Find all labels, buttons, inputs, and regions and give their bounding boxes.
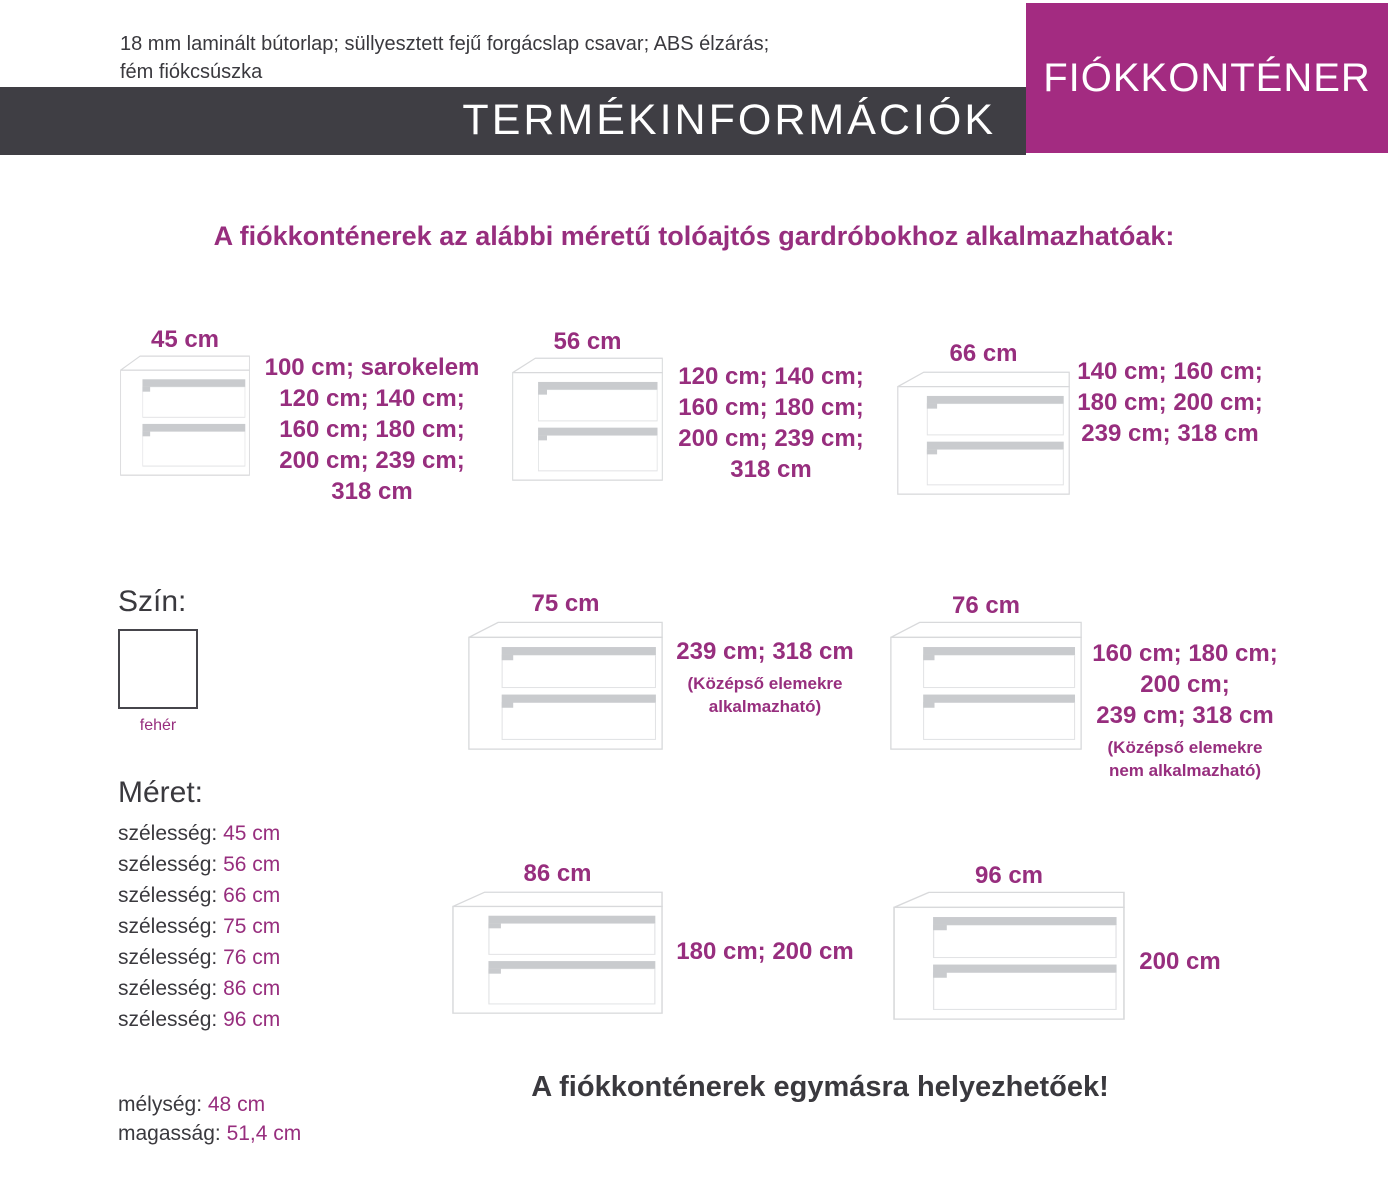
materials-note-line1: 18 mm laminált bútorlap; süllyesztett fejű forgácslap csavar; ABS élzárás; <box>120 33 770 55</box>
compatible-size-line: 200 cm; <box>1140 671 1230 698</box>
depth-height-specs <box>118 1090 301 1148</box>
height-label: magasság: <box>118 1122 221 1145</box>
width-spec-line <box>118 849 280 880</box>
section-title: TERMÉKINFORMÁCIÓK <box>462 96 996 144</box>
width-label: szélesség: <box>118 915 224 938</box>
size-heading: Méret: <box>118 776 204 809</box>
width-label: szélesség: <box>118 946 224 969</box>
compatible-size-line: 200 cm; 239 cm; <box>678 425 864 452</box>
width-value: 66 cm <box>223 884 281 907</box>
cabinet-width-label: 66 cm <box>949 340 1018 367</box>
materials-note <box>120 30 1000 86</box>
compatible-sizes <box>257 352 487 507</box>
drawer-cabinet-illustration <box>468 618 663 750</box>
drawer-cabinet-illustration <box>890 618 1082 750</box>
drawer-cabinet-illustration <box>512 354 663 481</box>
cabinet-width-label: 75 cm <box>531 590 600 617</box>
width-label: szélesség: <box>118 977 224 1000</box>
compatible-size-line: 120 cm; 140 cm; <box>279 385 465 412</box>
compatible-size-line: 318 cm <box>730 456 812 483</box>
width-value: 86 cm <box>223 977 281 1000</box>
color-swatch-label: fehér <box>139 717 177 734</box>
compatible-size-line: 160 cm; 180 cm; <box>678 394 864 421</box>
size-note: (Középső elemekre nem alkalmazható) <box>1107 738 1263 780</box>
compatible-size-line: 140 cm; 160 cm; <box>1077 358 1263 385</box>
width-spec-line <box>118 911 280 942</box>
width-spec-line <box>118 880 280 911</box>
width-label: szélesség: <box>118 822 224 845</box>
cabinet-width-label: 96 cm <box>974 862 1044 889</box>
depth-label: mélység: <box>118 1093 203 1116</box>
intro-headline: A fiókkonténerek az alábbi méretű tolóajtós gardróbokhoz alkalmazhatóak: <box>213 221 1175 251</box>
color-swatch-white <box>118 629 198 709</box>
width-spec-line <box>118 818 280 849</box>
stacking-note: A fiókkonténerek egymásra helyezhetőek! <box>531 1071 1109 1103</box>
compatible-size-line: 180 cm; 200 cm; <box>1077 389 1263 416</box>
compatible-size-line: 200 cm; 239 cm; <box>279 447 465 474</box>
compatible-sizes <box>651 361 891 485</box>
compatible-sizes <box>1080 946 1280 977</box>
color-heading: Szín: <box>118 585 187 618</box>
width-label: szélesség: <box>118 853 224 876</box>
depth-value: 48 cm <box>207 1093 266 1116</box>
width-value: 96 cm <box>223 1008 281 1031</box>
width-value: 75 cm <box>223 915 281 938</box>
cabinet-width-label: 86 cm <box>523 860 592 887</box>
compatible-size-line: 160 cm; 180 cm; <box>1092 640 1278 667</box>
compatible-size-line: 100 cm; sarokelem <box>264 354 480 381</box>
height-spec-line <box>118 1119 301 1148</box>
product-title: FIÓKKONTÉNER <box>1043 55 1371 100</box>
width-label: szélesség: <box>118 884 224 907</box>
cabinet-width-label: 45 cm <box>150 326 220 353</box>
compatible-size-line: 120 cm; 140 cm; <box>678 363 864 390</box>
width-value: 56 cm <box>223 853 281 876</box>
compatible-sizes <box>645 936 885 967</box>
product-title-banner <box>1026 3 1388 153</box>
compatible-sizes <box>1055 638 1315 782</box>
cabinet-width-label: 56 cm <box>553 328 622 355</box>
compatible-sizes <box>635 636 895 718</box>
width-spec-line <box>118 1004 280 1035</box>
compatible-size-line: 200 cm <box>1139 948 1221 975</box>
cabinet-width-label: 76 cm <box>951 592 1021 619</box>
height-value: 51,4 cm <box>226 1122 302 1145</box>
compatible-size-line: 160 cm; 180 cm; <box>279 416 465 443</box>
compatible-sizes <box>1045 356 1295 449</box>
width-spec-list <box>118 818 280 1035</box>
compatible-size-line: 239 cm; 318 cm <box>1096 702 1274 729</box>
compatible-size-line: 180 cm; 200 cm <box>676 938 854 965</box>
width-value: 76 cm <box>223 946 281 969</box>
section-title-banner <box>0 87 1026 155</box>
drawer-cabinet-illustration <box>452 888 663 1014</box>
materials-note-line2: fém fiókcsúszka <box>120 61 263 83</box>
compatible-size-line: 239 cm; 318 cm <box>1081 420 1259 447</box>
width-spec-line <box>118 973 280 1004</box>
color-section <box>118 585 198 735</box>
width-spec-line <box>118 942 280 973</box>
compatible-size-line: 239 cm; 318 cm <box>676 638 854 665</box>
depth-spec-line <box>118 1090 301 1119</box>
drawer-cabinet-illustration <box>120 352 250 476</box>
width-label: szélesség: <box>118 1008 224 1031</box>
width-value: 45 cm <box>223 822 281 845</box>
size-note: (Középső elemekre alkalmazható) <box>687 674 843 716</box>
compatible-size-line: 318 cm <box>331 478 413 505</box>
